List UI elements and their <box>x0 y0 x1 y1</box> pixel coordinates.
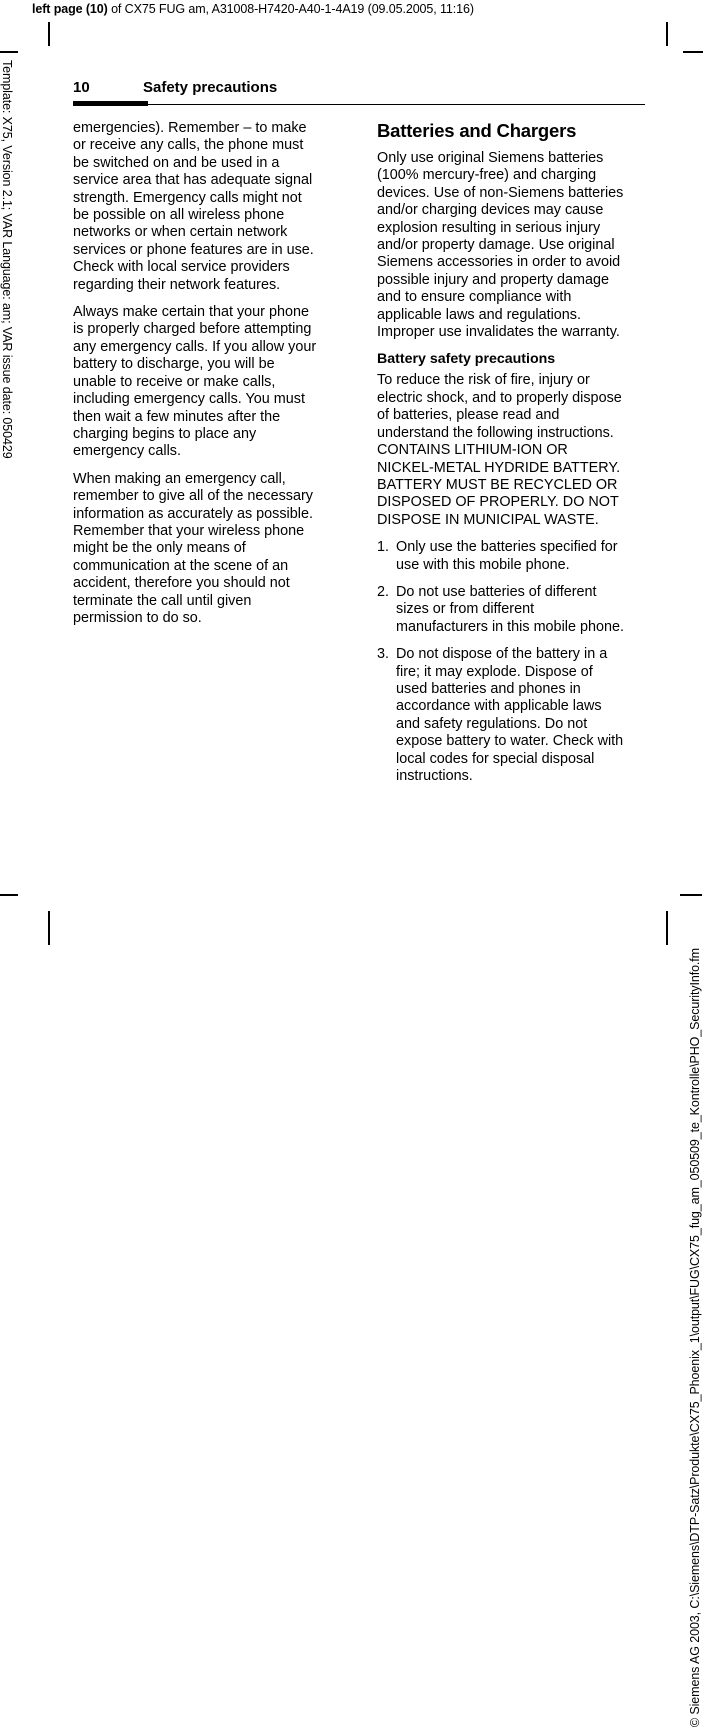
print-banner-page-label: left page (10) <box>32 2 108 16</box>
crop-mark-top-left-horizontal <box>0 51 18 53</box>
paragraph: When making an emergency call, remember to give all of the necessary information as accurately as possible. Remember that your wireless phone might be the only means of communication at the scene of an accident, therefore you should not terminate the call until given permission to do so. <box>73 470 313 626</box>
crop-mark-top-right-vertical <box>666 22 668 46</box>
crop-mark-bottom-left-horizontal <box>0 894 18 896</box>
paragraph: Always make certain that your phone is properly charged before attempting any emergency calls. If you allow your battery to discharge, you will be unable to receive or make calls, including emergency calls. You must then wait a few minutes after the charging begins to place any emergency calls. <box>73 304 317 460</box>
list-item <box>377 539 625 574</box>
running-header <box>73 78 645 96</box>
battery-precautions-list <box>377 539 625 785</box>
section-heading: Batteries and Chargers <box>377 120 577 141</box>
list-item <box>377 646 625 785</box>
list-item-marker: 3. <box>377 646 390 663</box>
header-rule <box>73 104 645 105</box>
crop-mark-bottom-left-vertical <box>48 911 50 945</box>
list-item-text: Only use the batteries specified for use with this mobile phone. <box>396 539 618 573</box>
list-item-marker: 2. <box>377 583 390 600</box>
left-text-column <box>73 120 321 637</box>
template-version-caption: Template: X75, Version 2.1; VAR Language: am; VAR issue date: 050429 <box>0 60 14 459</box>
list-item-text: Do not use batteries of different sizes or from different manufacturers in this mobile phone. <box>396 583 624 635</box>
source-file-caption: © Siemens AG 2003, C:\Siemens\DTP-Satz\Produkte\CX75_Phoenix_1\output\FUG\CX75_fug_am_050509_te_Kontrolle\PHO_SecurityInfo.fm <box>688 948 702 1727</box>
crop-mark-top-left-vertical <box>48 22 50 46</box>
header-rule-thick <box>73 101 148 106</box>
paragraph: emergencies). Remember – to make or receive any calls, the phone must be switched on and be used in a service area that has adequate signal strength. Emergency calls might not be possible on all wireless phone networks or when certain network services or phone features are in use. Check with local service providers regarding their network features. <box>73 120 314 293</box>
right-text-column <box>377 120 625 795</box>
list-item-text: Do not dispose of the battery in a fire; it may explode. Dispose of used batteries and phones in accordance with applicable laws and safety regulations. Do not expose battery to water. Check with local codes for special disposal instructions. <box>396 646 624 784</box>
body-columns <box>73 120 645 840</box>
page-number: 10 <box>73 79 90 96</box>
paragraph: To reduce the risk of fire, injury or electric shock, and to properly dispose of batteries, please read and understand the following instructions. CONTAINS LITHIUM-ION OR NICKEL-METAL HYDRIDE BATTERY. BATTERY MUST BE RECYCLED OR DISPOSED OF PROPERLY. DO NOT DISPOSE IN MUNICIPAL WASTE. <box>377 372 622 528</box>
crop-mark-bottom-right-horizontal <box>680 894 702 896</box>
print-banner <box>32 1 474 17</box>
crop-mark-top-right-horizontal <box>683 51 703 53</box>
section-subheading: Battery safety precautions <box>377 351 556 368</box>
list-item-marker: 1. <box>377 539 390 556</box>
paragraph: Only use original Siemens batteries (100% mercury-free) and charging devices. Use of non-Siemens batteries and/or charging devices may cause explosion resulting in serious injury and/or property damage. Use original Siemens accessories in order to avoid possible injury and property damage and to ensure compliance with applicable laws and regulations. Improper use invalidates the warranty. <box>377 150 624 341</box>
print-banner-details: of CX75 FUG am, A31008-H7420-A40-1-4A19 (09.05.2005, 11:16) <box>107 2 474 16</box>
crop-mark-bottom-right-vertical <box>666 911 668 945</box>
chapter-title: Safety precautions <box>143 79 278 96</box>
list-item <box>377 584 625 636</box>
